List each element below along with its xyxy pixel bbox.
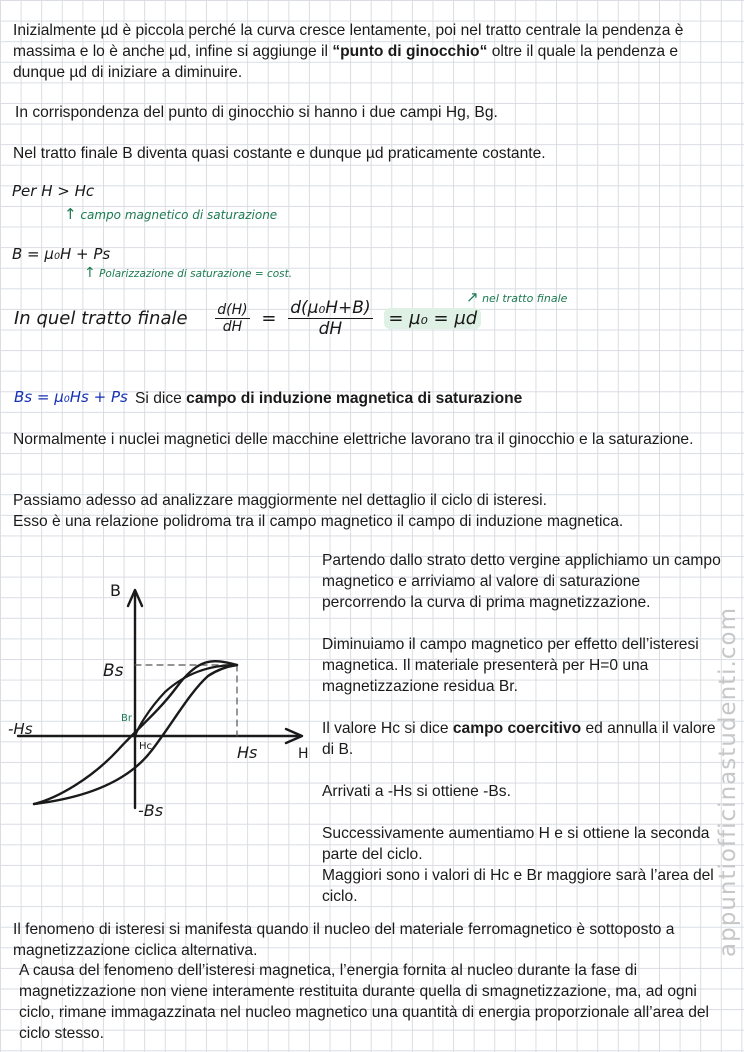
hysteresis-intro-line-2: Esso è una relazione polidroma tra il campo magnetico il campo di induzione magnetica. — [13, 513, 624, 530]
br-label: Br — [121, 713, 132, 724]
side-paragraph-6: Maggiori sono i valori di Hc e Br maggiore sarà l’area del ciclo. — [322, 867, 714, 905]
arrow-up-icon: ↑ — [84, 265, 96, 281]
knee-fields-paragraph: In corrispondenza del punto di ginocchio si hanno i due campi Hg, Bg. — [15, 104, 498, 121]
knee-point-term: “punto di ginocchio“ — [332, 43, 488, 60]
mu-d-symbol: µd — [365, 145, 384, 162]
mu-d-symbol: µd — [100, 22, 119, 39]
b-axis-label: B — [110, 581, 121, 600]
intro-paragraph: Inizialmente µd è piccola perché la curva cresce lentamente, poi nel tratto centrale la pendenza è massima e lo è anche µd, infine si aggiunge il “punto di ginocchio“ oltre il quale la pendenza e dunque µd di iniziare a diminuire. — [13, 22, 684, 81]
final-stretch-paragraph: Nel tratto finale B diventa quasi costante e dunque µd praticamente costante. — [13, 145, 546, 162]
side-paragraph-2: Diminuiamo il campo magnetico per effetto dell’isteresi magnetica. Il materiale presenterà per H=0 una magnetizzazione residua Br. — [322, 636, 699, 695]
nuclei-paragraph: Normalmente i nuclei magnetici delle macchine elettriche lavorano tra il ginocchio e la saturazione. — [13, 431, 694, 448]
hysteresis-diagram — [0, 560, 320, 830]
closing-paragraph-2: A causa del fenomeno dell’isteresi magnetica, l’energia fornita al nucleo durante la fase di magnetizzazione non viene interamente restituita durante quella di smagnetizzazione, ma, ad ogni ciclo, rimane immagazzinata nel nucleo magnetico una quantità di energia proporzionale all’area del ciclo stesso. — [19, 962, 710, 1042]
bs-label: Bs — [103, 661, 124, 681]
hs-label: Hs — [237, 743, 258, 762]
arrow-up-icon: ↑ — [64, 205, 77, 223]
side-paragraph-4: Arrivati a -Hs si ottiene -Bs. — [322, 783, 511, 800]
mu-d-symbol: µd — [169, 43, 187, 60]
hc-label: Hc — [139, 741, 153, 752]
side-explanation — [322, 550, 722, 907]
mu-result-highlight: = µ₀ = µd — [384, 308, 481, 329]
derivative-fraction-1: $\frac{d(H)}{dH}$ — [217, 302, 248, 335]
campo-saturazione-note: ↑ campo magnetico di saturazione — [64, 205, 278, 223]
polarizzazione-note: ↑ Polarizzazione di saturazione = cost. — [84, 265, 293, 281]
saturation-definition: Si dice campo di induzione magnetica di saturazione — [135, 390, 523, 407]
closing-paragraph-1: Il fenomeno di isteresi si manifesta quando il nucleo del materiale ferromagnetico è sottoposto a magnetizzazione ciclica alternativa. — [13, 921, 675, 959]
final-stretch-equation: In quel tratto finale $\frac{d(H)}{dH}$ = $\frac{\text{d(µ₀H+B)}}{dH}$ = µ₀ = µd — [14, 298, 481, 339]
neg-bs-label: -Bs — [138, 801, 164, 820]
side-paragraph-5: Successivamente aumentiamo H e si ottiene la seconda parte del ciclo. — [322, 825, 710, 863]
curved-arrow-icon: ↗ — [466, 288, 479, 306]
derivative-fraction-2: $\frac{\text{d(µ₀H+B)}}{dH}$ — [290, 298, 371, 339]
neg-hs-label: -Hs — [8, 720, 33, 738]
hysteresis-intro-line-1: Passiamo adesso ad analizzare maggiormente nel dettaglio il ciclo di isteresi. — [13, 492, 547, 509]
h-axis-label: H — [298, 746, 309, 762]
site-watermark: appuntiofficinastudenti.com — [715, 607, 741, 957]
b-formula: B = µ₀H + Ps — [12, 245, 111, 263]
nel-tratto-finale-note: ↗ nel tratto finale — [466, 288, 568, 306]
side-paragraph-3: Il valore Hc si dice campo coercitivo ed annulla il valore di B. — [322, 720, 716, 758]
mu-d-symbol: µd — [69, 64, 88, 81]
bs-formula: Bs = µ₀Hs + Ps — [14, 388, 128, 406]
side-paragraph-1: Partendo dallo strato detto vergine applichiamo un campo magnetico e arriviamo al valore di saturazione percorrendo la curva di prima magnetizzazione. — [322, 552, 721, 611]
per-h-condition: Per H > Hc — [12, 182, 95, 200]
